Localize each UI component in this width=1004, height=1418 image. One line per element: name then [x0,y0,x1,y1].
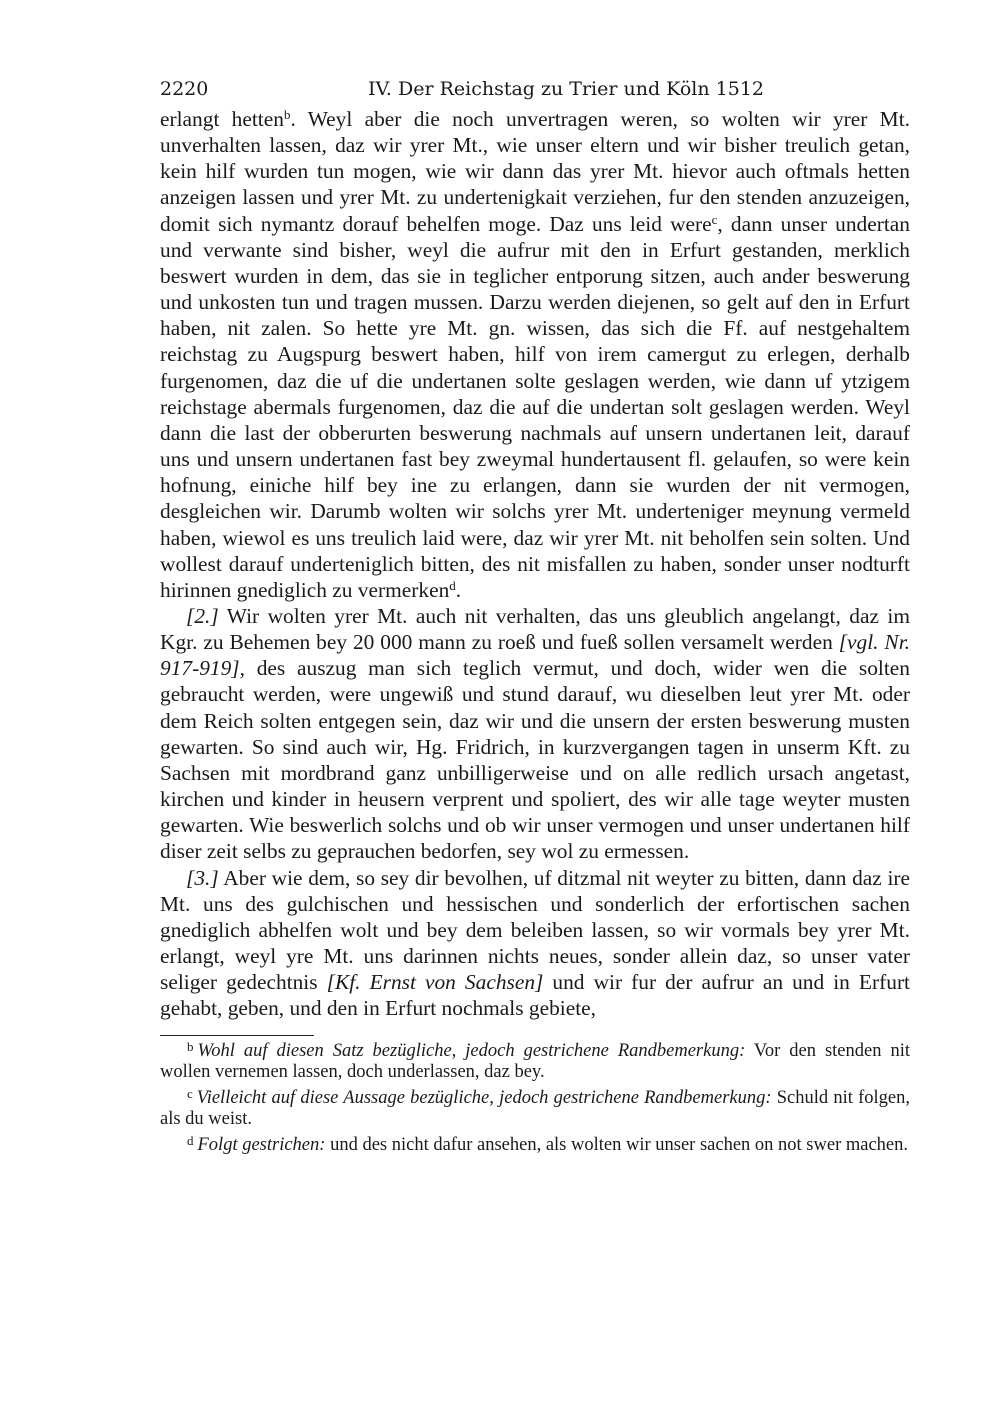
footnote-marker-b: b [283,107,291,122]
footnote-d [160,1130,910,1156]
text-run: , des auszug man sich teglich vermut, und doch, wider wen die solten gebraucht werden, were ungewiß und stund darauf, wu dieselben leut yrer Mt. oder dem Reich solten entgegen sein, daz wir und die unsern der ersten beswerung musten gewarten. So sind auch wir, Hg. Fridrich, in kurzvergangen tagen in unserm Kft. zu Sachsen mit mordbrand ganz unbilligerweise und on alle redlich ursach angetast, kirchen und kinder in heusern verprent und spoliert, des wir alle tage weyter musten gewarten. Wie beswerlich solchs und ob wir unser vermogen und unser undertanen hilf diser zeit selbs zu geprauchen bedorfen, sey wol zu ermessen. [160,656,910,864]
text-run: Wir wolten yrer Mt. auch nit verhalten, das uns gleublich angelangt, daz im Kgr. zu Behemen bey 20 000 mann zu roeß und fueß sollen versamelt werden [160,603,910,655]
body-text [160,106,910,1021]
text-run: , dann unser undertan und verwante sind bisher, weyl die aufrur mit den in Erfurt gestanden, merklich beswert wurden in dem, das sie in teglicher entporung sitzen, auch ander beswerung und unkosten tun und tragen mussen. Darzu werden diejenen, so gelt auf den in Erfurt haben, nit zalen. So hette yre Mt. gn. wissen, das sich die Ff. auf nestgehaltem reichstag zu Augspurg beswert haben, hilf von irem camergut zu erlegen, derhalb furgenomen, daz die uf die undertanen solte geslagen werden, wie dann uf ytzigem reichstage abermals furgenomen, daz die auf die undertan solt geslagen werden. Weyl dann die last der obberurten beswerung nachmals auf unsern undertanen leit, darauf uns und unsern undertanen fast bey zweymal hundertausent fl. gelaufen, so were kein hofnung, einiche hilf bey ine zu erlangen, dann sie wurden der nit vermogen, desgleichen wir. Darumb wolten wir solchs yrer Mt. underteniger meynung vermeld haben, wiewol es uns treulich laid were, daz wir yrer Mt. nit beholfen sein solten. Und wollest darauf underteniglich bitten, des nit misfallen zu haben, sonder unser nodturft hirinnen gnediglich zu vermerken [160,211,910,602]
running-title: IV. Der Reichstag zu Trier und Köln 1512 [368,78,764,100]
text-run: Aber wie dem, so sey dir bevolhen, uf ditzmal nit weyter zu bitten, dann daz ire Mt. uns des gulchischen und hessischen und sonderlich der erfortischen sachen gnediglich abhelfen wolt und bey dem beleiben lassen, so wir vormals bey yrer Mt. erlangt, weyl yre Mt. uns darinnen nichts neues, sonder allein daz, so unser vater seliger gedechtnis [160,865,910,995]
footnote-note: Folgt gestrichen: [197,1135,326,1156]
paragraph-3 [160,865,910,1022]
footnote-text: Vor den stenden nit wollen vernemen lassen, doch underlassen, daz bey. [160,1041,910,1083]
running-header [160,78,910,106]
footnote-label: c [187,1086,193,1102]
footnote-text: und des nicht dafur ansehen, als wolten wir unser sachen on not swer machen. [325,1135,909,1156]
text-run: erlangt hetten [160,107,284,131]
section-number: [2.] [186,603,219,628]
section-number: [3.] [186,865,219,890]
document-page [160,78,910,1156]
text-run: . [455,577,462,602]
footnote-b [160,1036,910,1083]
footnote-text: Schuld nit folgen, als du weist. [160,1088,910,1130]
editorial-reference: [Kf. Ernst von Sachsen] [326,970,544,995]
footnote-c [160,1083,910,1130]
footnote-marker-d: d [449,577,456,593]
footnote-note: Vielleicht auf diese Aussage bezügliche, jedoch gestrichene Randbemerkung: [196,1088,772,1109]
footnote-marker-c: c [711,211,718,227]
paragraph-2 [160,603,910,865]
editorial-reference: [vgl. Nr. 917-919] [160,630,910,681]
text-run: und wir fur der aufrur an und in Erfurt gehabt, geben, und den in Erfurt nochmals gebiete, [160,970,911,1021]
paragraph-1 [160,106,910,603]
page-number: 2220 [160,78,209,100]
text-run: . Weyl aber die noch unvertragen weren, so wolten wir yrer Mt. unverhalten lassen, daz wir yrer Mt., wie unser eltern und wir bisher treulich getan, kein hilf wurden tun mogen, wie wir dann das yrer Mt. hievor auch oftmals hetten anzeigen lassen und yrer Mt. zu undertenigkait verziehen, fur den stenden anzuzeigen, domit sich nymantz dorauf behelfen moge. Daz uns leid were [160,107,910,236]
footnote-label: d [187,1133,194,1149]
footnotes [160,1036,910,1156]
footnote-label: b [187,1039,194,1055]
footnote-note: Wohl auf diesen Satz bezügliche, jedoch gestrichene Randbemerkung: [197,1041,746,1062]
